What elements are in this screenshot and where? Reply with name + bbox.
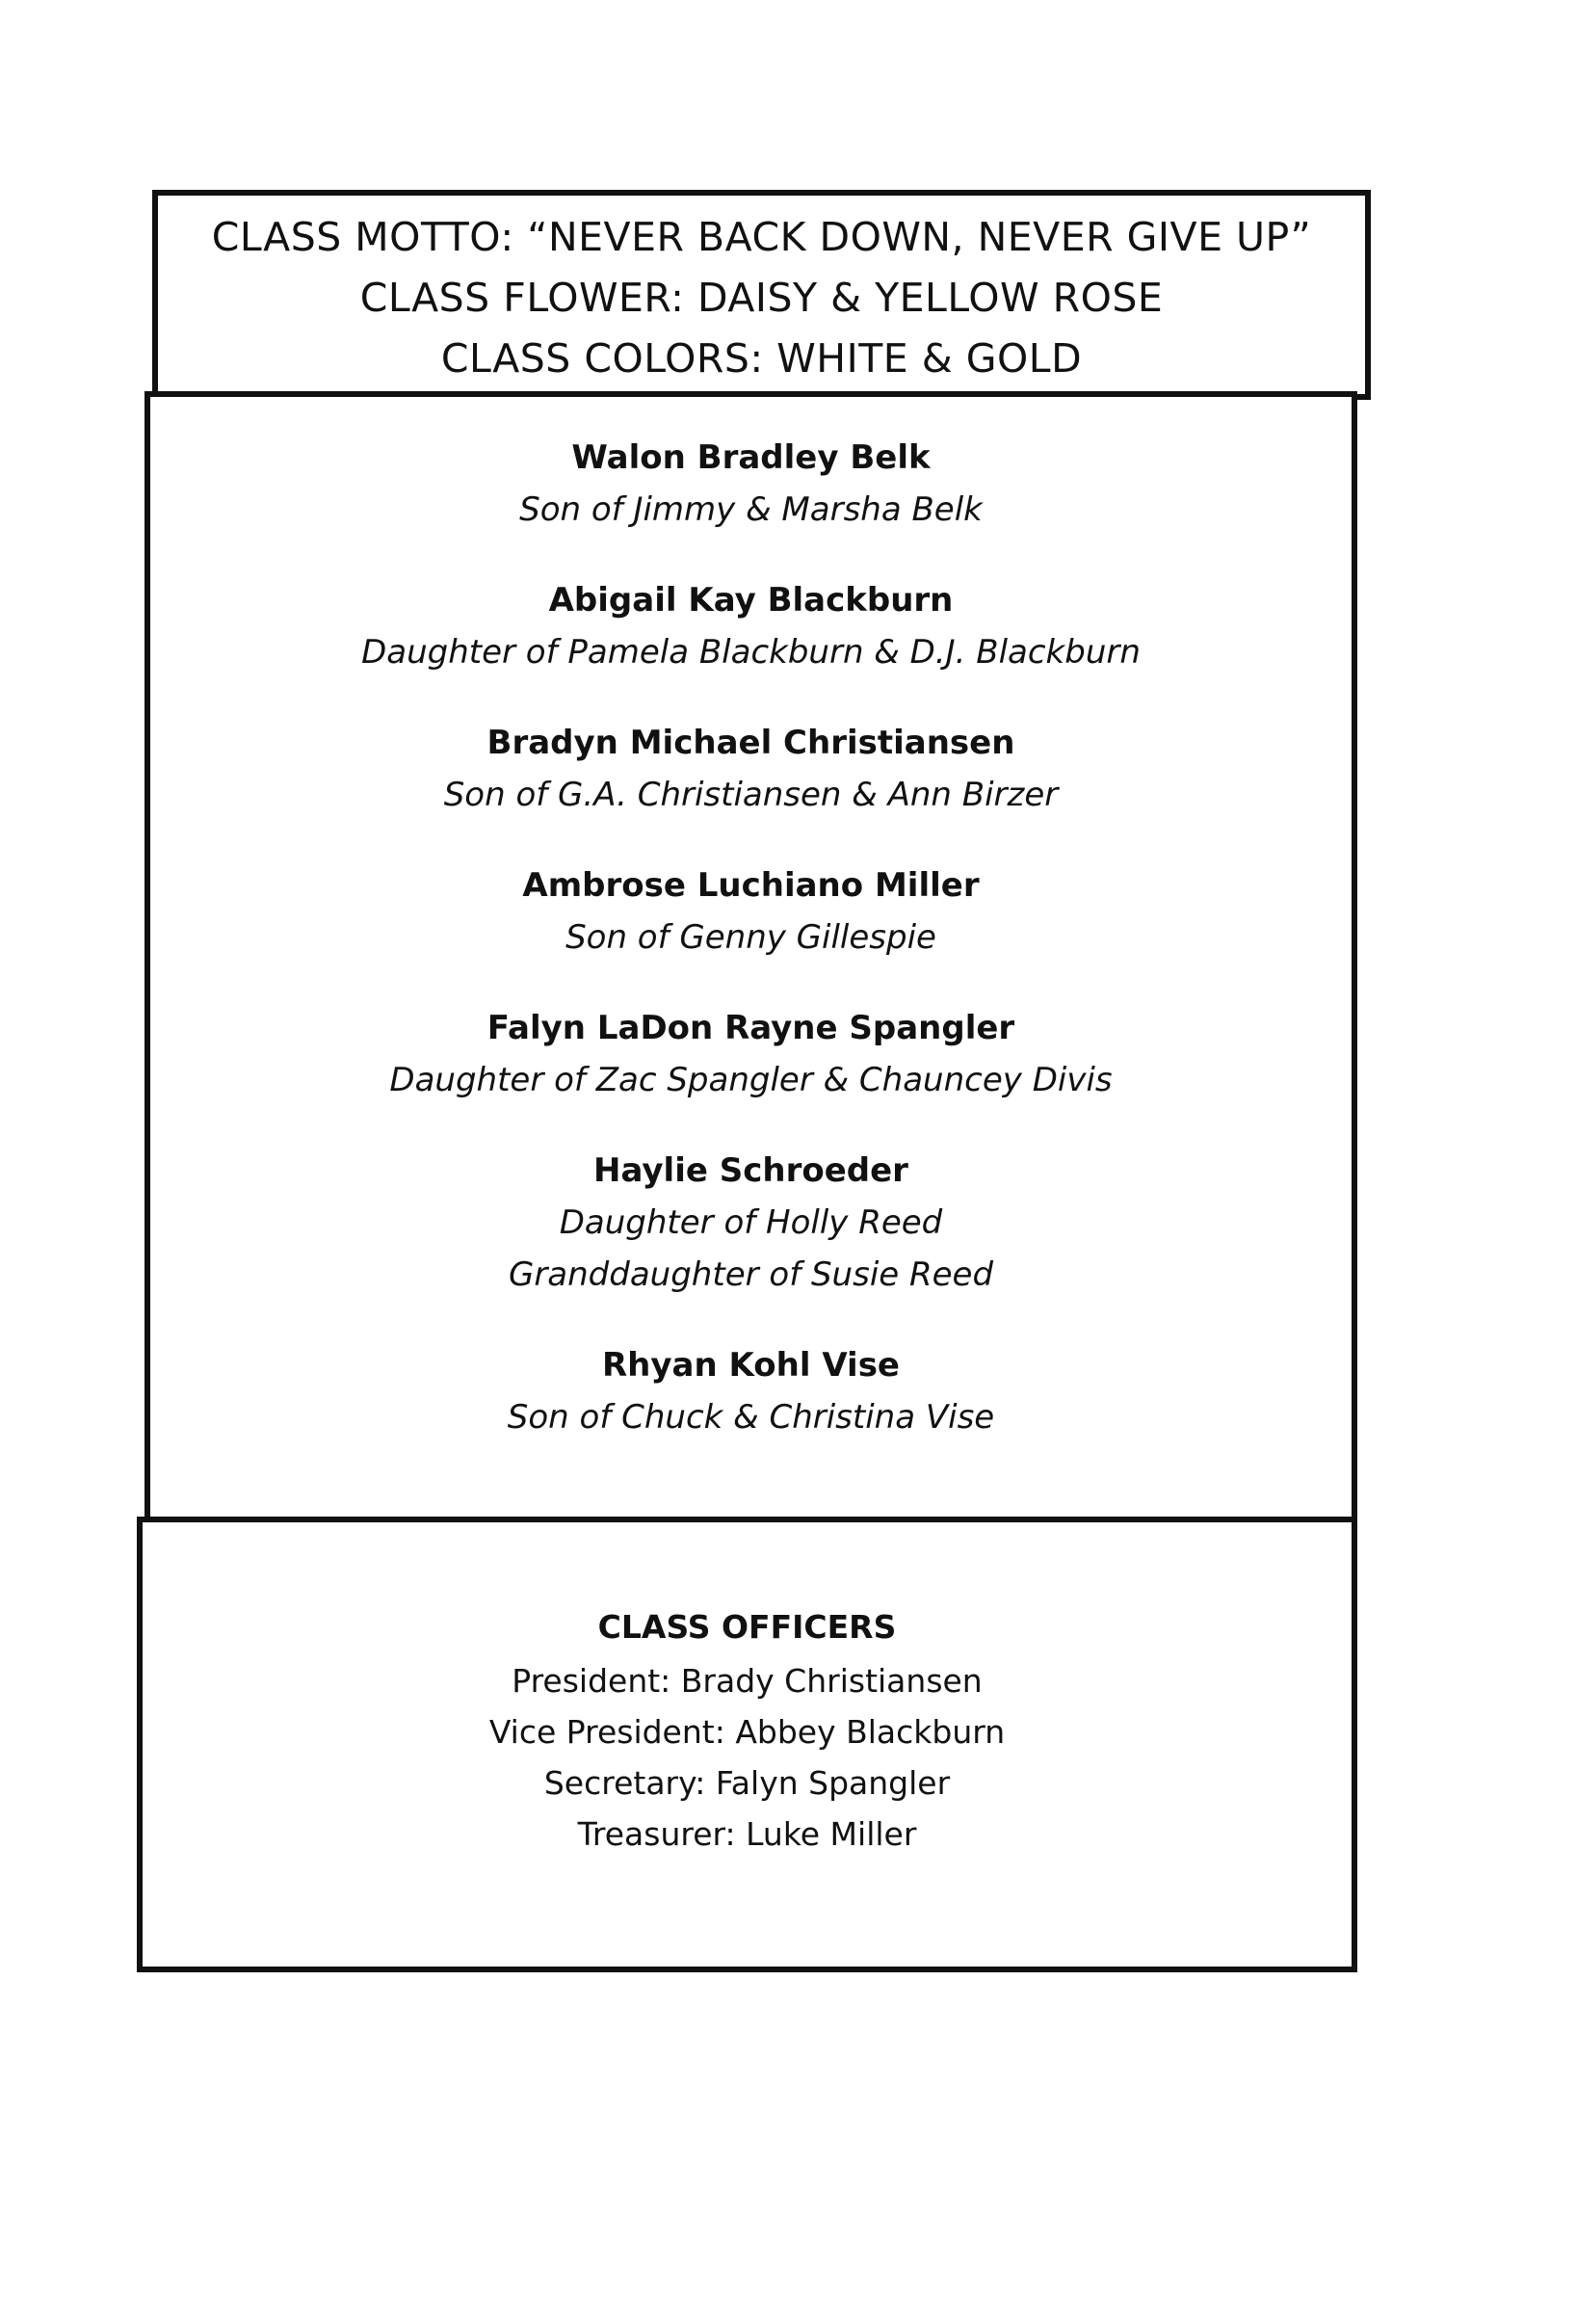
graduate-name: Haylie Schroeder (593, 1151, 908, 1190)
class-info-box (152, 190, 1371, 400)
graduate-parents: Son of Chuck & Christina Vise (507, 1398, 995, 1437)
graduate-name: Falyn LaDon Rayne Spangler (486, 1009, 1015, 1047)
graduate-name: Rhyan Kohl Vise (601, 1346, 900, 1385)
graduate-entry (150, 1145, 1352, 1301)
graduate-list (150, 432, 1352, 1482)
graduate-parents: Son of Genny Gillespie (565, 918, 936, 957)
class-officers-box (137, 1517, 1357, 1972)
graduate-entry (150, 859, 1352, 964)
graduate-parents: Son of Jimmy & Marsha Belk (519, 490, 983, 529)
graduate-entry (150, 1002, 1352, 1106)
graduate-parents: Daughter of Zac Spangler & Chauncey Divis (389, 1061, 1113, 1099)
graduates-box (144, 391, 1357, 1526)
graduate-name: Abigail Kay Blackburn (548, 581, 954, 620)
class-flower: CLASS FLOWER: DAISY & YELLOW ROSE (359, 275, 1164, 321)
graduate-grandparents: Granddaughter of Susie Reed (508, 1255, 994, 1294)
graduate-parents: Daughter of Pamela Blackburn & D.J. Blackburn (361, 633, 1141, 672)
graduate-parents: Daughter of Holly Reed (559, 1203, 943, 1242)
class-colors: CLASS COLORS: WHITE & GOLD (440, 335, 1083, 382)
class-info-lines (158, 207, 1365, 389)
class-officers (143, 1599, 1352, 1860)
class-motto: CLASS MOTTO: “NEVER BACK DOWN, NEVER GIVE UP” (211, 214, 1312, 260)
graduate-entry (150, 432, 1352, 536)
graduate-entry (150, 1339, 1352, 1443)
graduate-name: Walon Bradley Belk (571, 438, 931, 477)
officer-treasurer: Treasurer: Luke Miller (577, 1815, 917, 1853)
class-officers-heading: CLASS OFFICERS (597, 1608, 897, 1646)
officer-secretary: Secretary: Falyn Spangler (543, 1764, 951, 1802)
officer-vice-president: Vice President: Abbey Blackburn (488, 1713, 1006, 1751)
graduate-name: Bradyn Michael Christiansen (486, 724, 1015, 762)
graduate-entry (150, 574, 1352, 678)
officer-president: President: Brady Christiansen (512, 1662, 983, 1700)
graduate-parents: Son of G.A. Christiansen & Ann Birzer (443, 776, 1059, 814)
graduate-entry (150, 717, 1352, 821)
graduate-name: Ambrose Luchiano Miller (522, 866, 980, 905)
